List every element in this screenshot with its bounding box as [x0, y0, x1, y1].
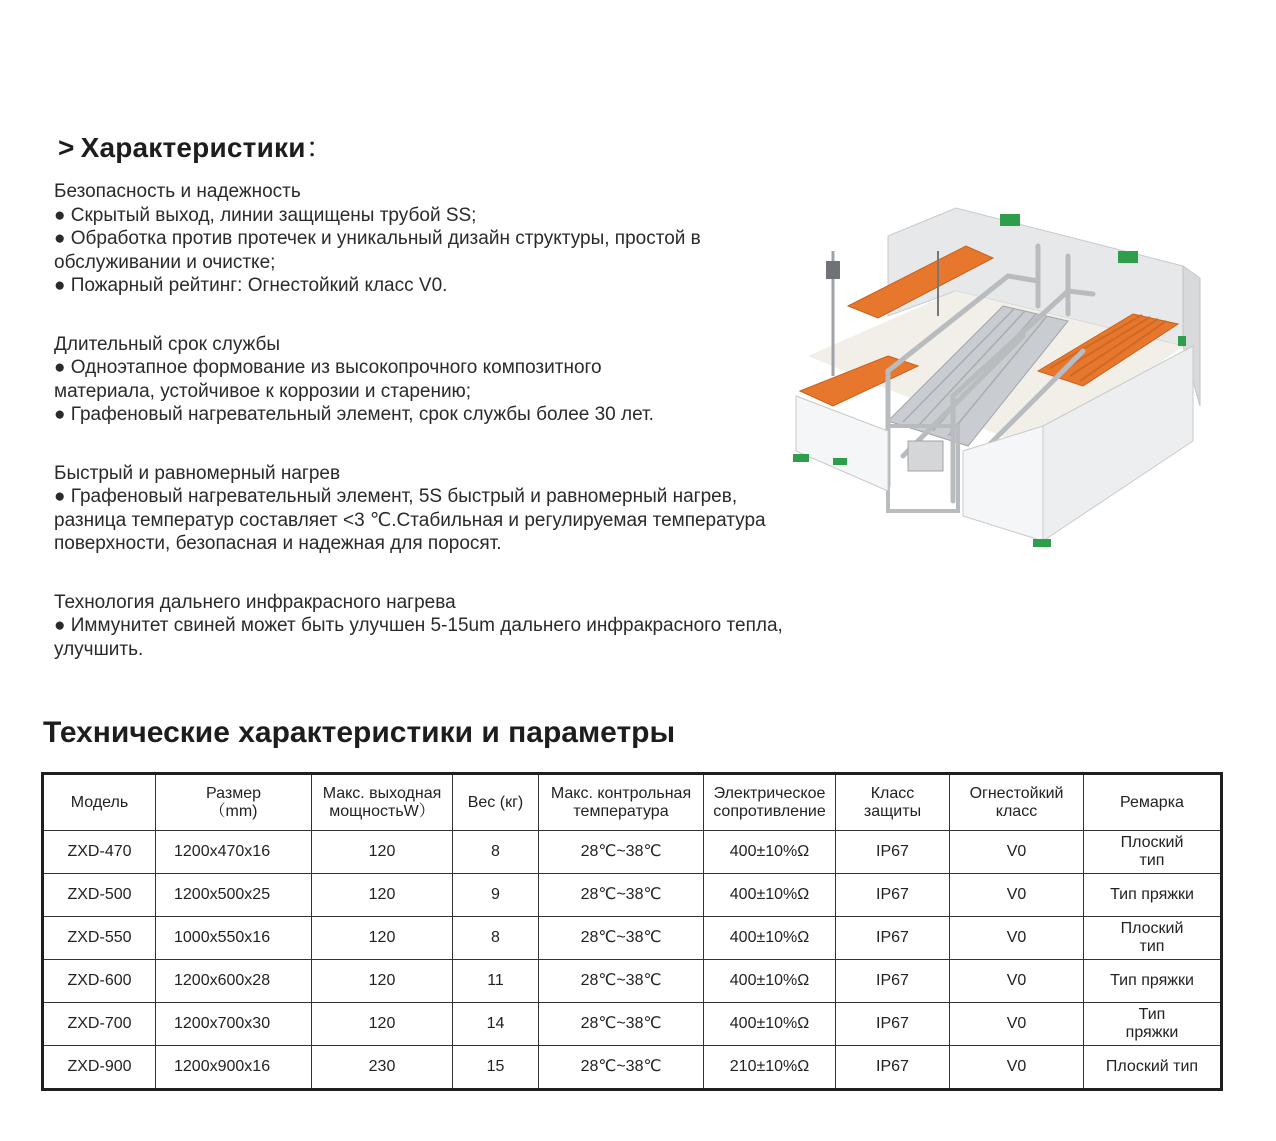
features-list	[54, 180, 844, 696]
specs-title: Технические характеристики и параметры	[43, 716, 676, 749]
cell-fire-class: V0	[950, 960, 1084, 1003]
cell-size: 1200x900x16	[156, 1046, 312, 1090]
cell-model: ZXD-500	[43, 874, 156, 917]
cell-text: Плоский	[1120, 920, 1184, 937]
cell-resistance: 400±10%Ω	[704, 960, 836, 1003]
lamp-sensor	[826, 261, 840, 279]
front-left-wall	[796, 396, 888, 491]
cell-model: ZXD-900	[43, 1046, 156, 1090]
cell-weight: 14	[453, 1003, 539, 1046]
header-max-power	[312, 774, 453, 831]
feature-line: ● Иммунитет свиней может быть улучшен 5-15um дальнего инфракрасного тепла,	[54, 615, 783, 636]
table-row	[43, 874, 1222, 917]
feature-block	[54, 333, 844, 427]
header-text: Макс. контрольная	[550, 784, 692, 802]
header-fire-class	[950, 774, 1084, 831]
header-text: класс	[995, 802, 1038, 820]
cell-protection-class: IP67	[836, 1003, 950, 1046]
product-image	[738, 196, 1238, 568]
header-remark	[1084, 774, 1222, 831]
header-max-temp	[539, 774, 704, 831]
header-text: Класс	[870, 784, 915, 802]
control-box	[908, 441, 943, 471]
feature-line: ● Пожарный рейтинг: Огнестойкий класс V0.	[54, 275, 448, 296]
cell-remark	[1084, 874, 1222, 917]
cell-text: Тип пряжки	[1110, 886, 1194, 903]
feature-block	[54, 462, 844, 556]
feature-line: поверхности, безопасная и надежная для поросят.	[54, 533, 502, 554]
cell-protection-class: IP67	[836, 1046, 950, 1090]
header-text: （mm)	[209, 802, 258, 820]
table-row	[43, 1046, 1222, 1090]
cell-weight: 15	[453, 1046, 539, 1090]
feature-block	[54, 591, 844, 662]
cell-remark	[1084, 831, 1222, 874]
cell-max-power: 230	[312, 1046, 453, 1090]
cell-resistance: 400±10%Ω	[704, 831, 836, 874]
feature-line: ● Одноэтапное формование из высокопрочного композитного	[54, 357, 602, 378]
spec-body	[43, 831, 1222, 1090]
feature-block-title: Безопасность и надежность	[54, 181, 301, 202]
spec-header-row	[43, 774, 1222, 831]
table-row	[43, 1003, 1222, 1046]
header-size	[156, 774, 312, 831]
cell-max-power: 120	[312, 960, 453, 1003]
cell-model: ZXD-600	[43, 960, 156, 1003]
cell-text: Тип	[1138, 1006, 1166, 1023]
header-resistance	[704, 774, 836, 831]
feature-line: ● Скрытый выход, линии защищены трубой SS;	[54, 204, 477, 226]
table-row	[43, 960, 1222, 1003]
feature-line: обслуживании и очистке;	[54, 251, 276, 273]
cell-max-power: 120	[312, 874, 453, 917]
feature-line: разница температур составляет <3 ℃.Стабильная и регулируемая температура	[54, 509, 766, 531]
cell-model: ZXD-700	[43, 1003, 156, 1046]
cell-max-temp: 28℃~38℃	[539, 1003, 704, 1046]
cell-fire-class: V0	[950, 874, 1084, 917]
table-row	[43, 917, 1222, 960]
feature-block	[54, 180, 844, 298]
cell-resistance: 400±10%Ω	[704, 917, 836, 960]
cell-weight: 8	[453, 917, 539, 960]
cell-model: ZXD-470	[43, 831, 156, 874]
cell-size: 1200x470x16	[156, 831, 312, 874]
feature-line: ● Графеновый нагревательный элемент, 5S быстрый и равномерный нагрев,	[54, 486, 738, 507]
cell-resistance: 400±10%Ω	[704, 1003, 836, 1046]
feature-line: ● Обработка против протечек и уникальный дизайн структуры, простой в	[54, 228, 701, 249]
cell-max-power: 120	[312, 831, 453, 874]
cell-max-power: 120	[312, 1003, 453, 1046]
feature-block-title: Длительный срок службы	[54, 333, 281, 355]
cell-fire-class: V0	[950, 831, 1084, 874]
cell-max-temp: 28℃~38℃	[539, 960, 704, 1003]
features-heading	[58, 126, 334, 166]
cell-weight: 8	[453, 831, 539, 874]
cell-weight: 9	[453, 874, 539, 917]
front-right-wall	[963, 426, 1043, 541]
cell-fire-class: V0	[950, 1003, 1084, 1046]
cell-fire-class: V0	[950, 917, 1084, 960]
cell-text: Тип пряжки	[1110, 972, 1194, 989]
cell-size: 1000x550x16	[156, 917, 312, 960]
header-model	[43, 774, 156, 831]
header-text: Ремарка	[1120, 793, 1184, 811]
header-text: Размер	[206, 784, 261, 802]
header-text: Огнестойкий	[969, 784, 1064, 802]
cell-size: 1200x600x28	[156, 960, 312, 1003]
cell-resistance: 400±10%Ω	[704, 874, 836, 917]
arrow-glyph: >	[58, 132, 75, 163]
header-text: Макс. выходная	[322, 784, 442, 802]
spec-table	[41, 772, 1223, 1091]
feature-line: ● Графеновый нагревательный элемент, срок службы более 30 лет.	[54, 404, 654, 425]
cell-text: Плоский	[1120, 834, 1184, 851]
cell-model: ZXD-550	[43, 917, 156, 960]
cell-protection-class: IP67	[836, 874, 950, 917]
cell-max-temp: 28℃~38℃	[539, 917, 704, 960]
cell-fire-class: V0	[950, 1046, 1084, 1090]
cell-resistance: 210±10%Ω	[704, 1046, 836, 1090]
cell-size: 1200x500x25	[156, 874, 312, 917]
cell-max-temp: 28℃~38℃	[539, 874, 704, 917]
header-text: Вес (кг)	[467, 793, 524, 811]
features-title: Характеристики	[80, 132, 306, 163]
cell-max-temp: 28℃~38℃	[539, 1046, 704, 1090]
cell-max-temp: 28℃~38℃	[539, 831, 704, 874]
feature-block-title: Технология дальнего инфракрасного нагрева	[54, 591, 456, 613]
cell-text: тип	[1139, 938, 1165, 955]
header-text: сопротивление	[713, 802, 826, 820]
header-text: температура	[573, 802, 669, 820]
feature-line: материала, устойчивое к коррозии и старению;	[54, 380, 472, 402]
cell-protection-class: IP67	[836, 960, 950, 1003]
cell-text: тип	[1139, 852, 1165, 869]
cell-text: Плоский тип	[1105, 1058, 1199, 1075]
cell-text: пряжки	[1125, 1024, 1179, 1041]
cell-weight: 11	[453, 960, 539, 1003]
cell-remark	[1084, 1003, 1222, 1046]
feature-line: улучшить.	[54, 638, 144, 660]
cell-size: 1200x700x30	[156, 1003, 312, 1046]
header-protection-class	[836, 774, 950, 831]
header-text: Модель	[70, 793, 129, 811]
cell-remark	[1084, 1046, 1222, 1090]
cell-remark	[1084, 960, 1222, 1003]
header-weight	[453, 774, 539, 831]
header-text: Электрическое	[713, 784, 826, 802]
header-text: защиты	[863, 802, 922, 820]
feature-block-title: Быстрый и равномерный нагрев	[54, 462, 341, 484]
cell-remark	[1084, 917, 1222, 960]
heading-colon: ：	[305, 132, 334, 163]
header-text: мощностьW）	[329, 802, 435, 820]
table-row	[43, 831, 1222, 874]
cell-protection-class: IP67	[836, 917, 950, 960]
cell-protection-class: IP67	[836, 831, 950, 874]
cell-max-power: 120	[312, 917, 453, 960]
